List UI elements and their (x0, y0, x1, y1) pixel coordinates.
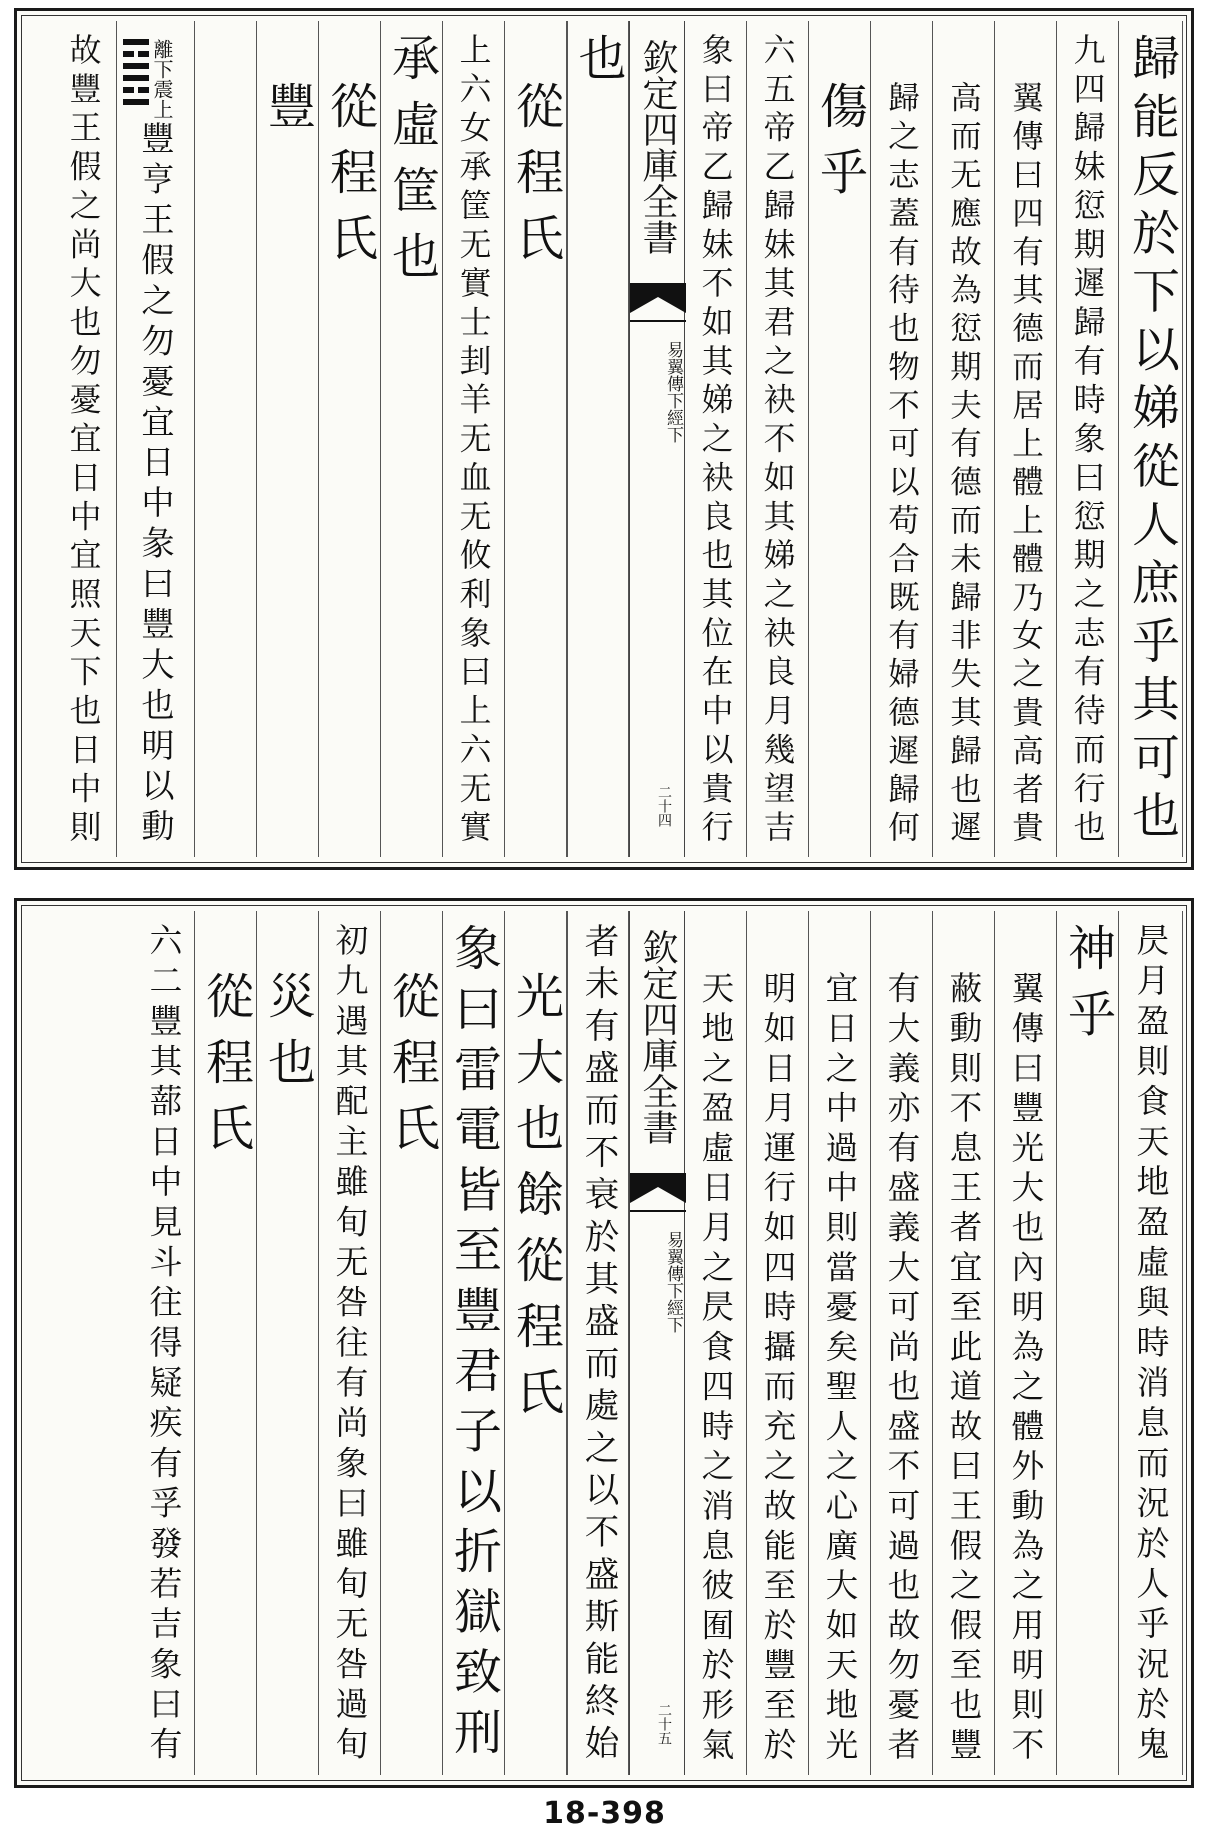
fish-tail-mark (630, 283, 686, 327)
folio-number: 二十四 (656, 785, 672, 827)
text-column (381, 911, 443, 1775)
column-text: 從程氏 (197, 971, 254, 1169)
column-text: 光大也餘從程氏 (507, 971, 564, 1433)
fish-tail-mark (630, 1173, 686, 1217)
column-text: 傷乎 (811, 81, 868, 213)
text-column (567, 21, 629, 857)
center-banner (629, 21, 685, 857)
column-text: 明如日月運行如四時攝而充之故能至於豐至於 (758, 971, 797, 1767)
column-text: 承虛筐也 (383, 33, 440, 297)
column-text: 象曰帝乙歸妹不如其娣之袂良也其位在中以貴行 (696, 33, 735, 849)
text-column (747, 911, 809, 1775)
section-part: 下經下 (663, 1282, 683, 1333)
column-text: 豐 (259, 81, 316, 147)
text-column (381, 21, 443, 857)
column-text: 也 (570, 33, 626, 99)
text-column (1057, 911, 1119, 1775)
column-text: 六二豐其蔀日中見斗往得疑疾有孚發若吉象曰有 (144, 923, 184, 1767)
section-book: 易翼傳 (663, 1231, 683, 1282)
text-column (319, 21, 381, 857)
section-label (632, 1231, 682, 1333)
text-column (871, 911, 933, 1775)
column-text (195, 33, 256, 849)
text-column (51, 21, 117, 857)
text-column (747, 21, 809, 857)
page-number: 18-398 (543, 1796, 666, 1831)
text-column (685, 911, 747, 1775)
column-text: 六五帝乙歸妹其君之袂不如其娣之袂良月幾望吉 (758, 33, 797, 849)
text-column (1119, 21, 1183, 857)
collection-title: 欽定四庫全書 (637, 39, 678, 255)
text-column (871, 21, 933, 857)
text-column (257, 21, 319, 857)
text-column (1057, 21, 1119, 857)
column-text: 歸能反於下以娣從人庶乎其可也 (1123, 33, 1179, 849)
collection-title: 欽定四庫全書 (637, 929, 678, 1145)
column-text: 從程氏 (383, 971, 440, 1169)
column-text: 宜日之中過中則當憂矣聖人之心廣大如天地光 (820, 971, 859, 1767)
column-text: 高而无應故為愆期夫有德而未歸非失其歸也遲 (945, 81, 982, 849)
column-text: 從程氏 (507, 81, 564, 279)
text-column (933, 21, 995, 857)
lower-trigram: 離下 (150, 39, 174, 79)
upper-trigram: 震上 (150, 79, 174, 119)
text-column (995, 911, 1057, 1775)
text-column (995, 21, 1057, 857)
section-book: 易翼傳 (663, 341, 683, 392)
column-text: 九四歸妹愆期遲歸有時象曰愆期之志有待而行也 (1068, 33, 1107, 849)
text-column (1119, 911, 1183, 1775)
text-column (257, 911, 319, 1775)
text-column (195, 911, 257, 1775)
top-page (14, 8, 1194, 870)
text-column (319, 911, 381, 1775)
column-text: 有大義亦有盛義大可尚也盛不可過也故勿憂者 (882, 971, 921, 1767)
column-text: 上六女承筐无實士刲羊无血无攸利象曰上六无實 (454, 33, 493, 849)
column-text: 天地之盈虛日月之昃食四時之消息彼囿於形氣 (696, 971, 735, 1767)
column-text: 翼傳曰四有其德而居上體上體乃女之貴高者貴 (1007, 81, 1044, 849)
text-column (133, 911, 195, 1775)
column-text: 災也 (259, 971, 316, 1103)
column-text: 翼傳曰豐光大也內明為之體外動為之用明則不 (1006, 971, 1045, 1767)
section-part: 下經下 (663, 392, 683, 443)
text-column (809, 21, 871, 857)
column-text: 歸之志蓋有待也物不可以苟合既有婦德遲歸何 (883, 81, 920, 849)
trigram-labels (151, 39, 173, 119)
text-column (443, 911, 505, 1775)
text-column (505, 21, 567, 857)
text-column (443, 21, 505, 857)
column-text: 昃月盈則食天地盈虛與時消息而況於人乎況於鬼 (1131, 923, 1171, 1767)
column-text: 蔽動則不息王者宜至此道故曰王假之假至也豐 (944, 971, 983, 1767)
text-column (809, 911, 871, 1775)
column-text: 故豐王假之尚大也勿憂宜日中宜照天下也日中則 (64, 33, 103, 849)
bottom-page (14, 898, 1194, 1788)
section-label (632, 341, 682, 443)
center-banner (629, 911, 685, 1775)
text-column (195, 21, 257, 857)
text-column (685, 21, 747, 857)
hexagram-column (117, 21, 195, 857)
folio-number: 二十五 (656, 1703, 672, 1745)
text-column (933, 911, 995, 1775)
hexagram-text: 豐亨王假之勿憂宜日中彖曰豐大也明以動 (136, 121, 176, 849)
text-column (505, 911, 567, 1775)
hexagram-symbol (123, 39, 149, 111)
column-text: 從程氏 (321, 81, 378, 279)
column-text: 象曰雷電皆至豐君子以折獄致刑 (445, 923, 502, 1767)
column-text: 者未有盛而不衰於其盛而處之以不盛斯能終始 (578, 923, 618, 1767)
column-text: 神乎 (1059, 923, 1116, 1055)
column-text: 初九遇其配主雖旬无咎往有尚象曰雖旬无咎過旬 (330, 923, 370, 1767)
text-column (567, 911, 629, 1775)
